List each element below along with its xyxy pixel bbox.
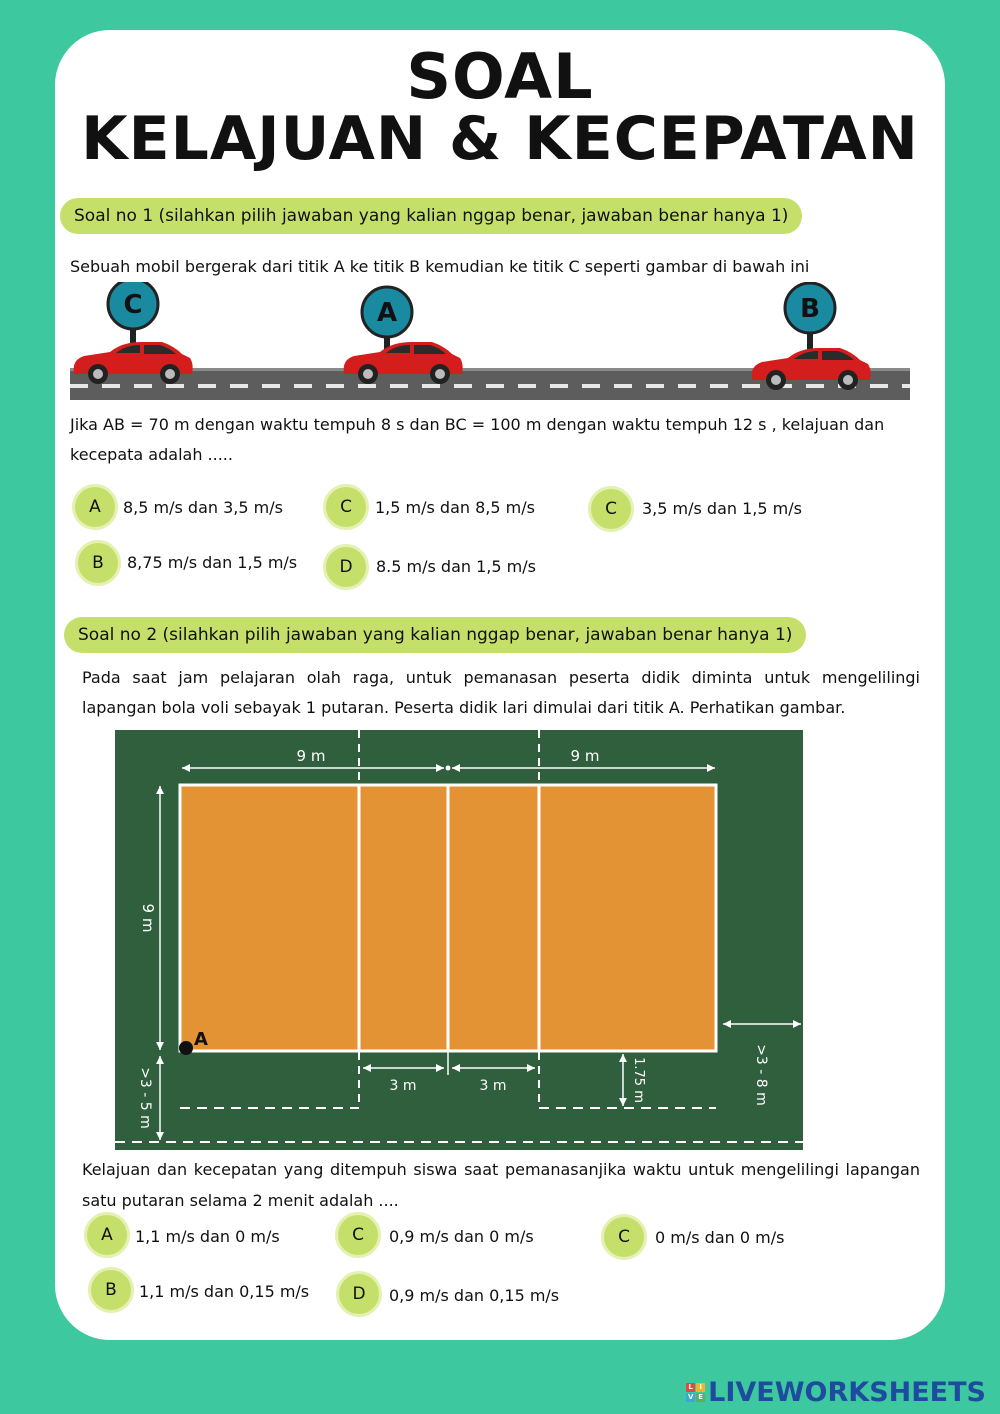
- sign-c-label: C: [123, 290, 143, 320]
- court-right-length: 9 m: [570, 747, 600, 765]
- q2-header: Soal no 2 (silahkan pilih jawaban yang kalian nggap benar, jawaban benar hanya 1): [64, 617, 806, 653]
- q2-option-b-button[interactable]: B: [88, 1267, 134, 1313]
- liveworksheets-logo: [686, 1377, 986, 1408]
- bench-distance: 1.75 m: [631, 1057, 646, 1103]
- sign-a-label: A: [376, 298, 398, 328]
- q1-option-c2-button[interactable]: C: [588, 486, 634, 532]
- title-line-2: KELAJUAN & KECEPATAN: [81, 104, 919, 174]
- q1-option-a-button[interactable]: A: [72, 484, 118, 530]
- sign-b-label: B: [800, 294, 820, 324]
- q2-option-c2-text[interactable]: 0 m/s dan 0 m/s: [655, 1228, 785, 1247]
- q2-option-c1-text[interactable]: 0,9 m/s dan 0 m/s: [389, 1227, 534, 1246]
- q1-option-d-text[interactable]: 8.5 m/s dan 1,5 m/s: [376, 557, 536, 576]
- court-left-length: 9 m: [296, 747, 326, 765]
- attack-right: 3 m: [479, 1078, 507, 1094]
- q1-question-line-1: Jika AB = 70 m dengan waktu tempuh 8 s dan BC = 100 m dengan waktu tempuh 12 s , kelajuan dan: [70, 415, 885, 434]
- q2-question-line-1: Kelajuan dan kecepatan yang ditempuh siswa saat pemanasanjika waktu untuk mengelilingi lapangan: [82, 1160, 920, 1179]
- q1-option-b-text[interactable]: 8,75 m/s dan 1,5 m/s: [127, 553, 298, 572]
- q1-option-b-button[interactable]: B: [75, 540, 121, 586]
- q2-option-a-text[interactable]: 1,1 m/s dan 0 m/s: [135, 1227, 280, 1246]
- q1-question-line-2: kecepata adalah .....: [70, 445, 233, 464]
- road-illustration: [70, 282, 910, 404]
- q1-option-d-button[interactable]: D: [323, 544, 369, 590]
- title-line-1: SOAL: [406, 40, 594, 113]
- free-zone-end: >3 - 5 m: [137, 1067, 153, 1129]
- point-a-marker: [179, 1041, 193, 1055]
- q1-option-c2-text[interactable]: 3,5 m/s dan 1,5 m/s: [642, 499, 802, 518]
- q2-intro-line-1: Pada saat jam pelajaran olah raga, untuk pemanasan peserta didik diminta untuk mengelilingi: [82, 668, 920, 687]
- liveworksheets-wordmark: LIVEWORKSHEETS: [708, 1377, 986, 1408]
- q2-option-b-text[interactable]: 1,1 m/s dan 0,15 m/s: [139, 1282, 310, 1301]
- q1-intro: Sebuah mobil bergerak dari titik A ke titik B kemudian ke titik C seperti gambar di bawah ini: [70, 257, 810, 276]
- attack-left: 3 m: [389, 1078, 417, 1094]
- sign-b: [785, 283, 835, 358]
- q2-question-line-2: satu putaran selama 2 menit adalah ....: [82, 1191, 399, 1210]
- q1-option-a-text[interactable]: 8,5 m/s dan 3,5 m/s: [123, 498, 283, 517]
- q2-option-a-button[interactable]: A: [84, 1212, 130, 1258]
- q1-option-c1-text[interactable]: 1,5 m/s dan 8,5 m/s: [375, 498, 535, 517]
- q2-option-c1-button[interactable]: C: [335, 1212, 381, 1258]
- court-width: 9 m: [139, 903, 157, 933]
- q2-option-c2-button[interactable]: C: [601, 1214, 647, 1260]
- volleyball-court-diagram: [115, 730, 803, 1150]
- q2-intro-line-2: lapangan bola voli sebayak 1 putaran. Peserta didik lari dimulai dari titik A. Perhatikan gambar.: [82, 698, 846, 717]
- q2-option-d-button[interactable]: D: [336, 1271, 382, 1317]
- q1-header: Soal no 1 (silahkan pilih jawaban yang kalian nggap benar, jawaban benar hanya 1): [60, 198, 802, 234]
- liveworksheets-mark-icon: L I V E: [686, 1383, 705, 1402]
- q1-option-c1-button[interactable]: C: [323, 484, 369, 530]
- point-a-label: A: [194, 1029, 208, 1050]
- q2-option-d-text[interactable]: 0,9 m/s dan 0,15 m/s: [389, 1286, 560, 1305]
- free-zone-side: >3 - 8 m: [753, 1044, 769, 1106]
